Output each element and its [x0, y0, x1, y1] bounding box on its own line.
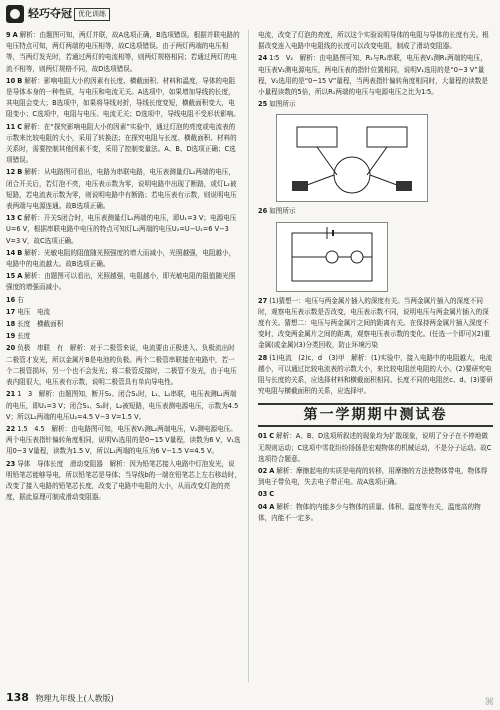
page-number: 138: [6, 691, 29, 704]
answer-item: [6, 389, 241, 423]
answer-text: 解析：物体的内能多少与物体的质量、体积、温度等有关，温度高的物体，内能不一定多。: [258, 502, 481, 522]
question-number: 11: [6, 122, 16, 131]
answer-text: 如图所示: [269, 100, 296, 109]
answer-text: 解析：A、B、D选项所叙述的现象均为扩散现象，说明了分子在不停地做无规则运动；C选项中雪花纷纷扬扬是宏观物体的机械运动，不是分子运动。故C选项符合题意。: [258, 432, 492, 463]
answers-continued: [258, 30, 493, 397]
question-number: 23: [6, 459, 16, 468]
question-number: 03: [258, 490, 268, 499]
question-number: 28: [258, 353, 268, 362]
question-number: 17: [6, 307, 16, 316]
question-number: 02: [258, 467, 268, 476]
answer-letter: A: [17, 272, 23, 281]
answer-text: 电压 电流: [17, 307, 51, 316]
answer-text: 解析：由题图可知，两灯并联，故A选项正确，B选项错误。根据并联电路的电压特点可知，两灯两端的电压相等，故C选项错误。由于两灯两端的电压相等，当两灯发光时，若通过两灯的电流相等，则两灯规格相同；若通过两灯的电流不相等，则两灯规格不同，故D选项错误。: [6, 31, 240, 73]
question-number: 10: [6, 76, 16, 85]
answer-item: [6, 30, 241, 75]
answer-item: [6, 248, 241, 270]
question-number: 13: [6, 214, 16, 223]
answer-item: [258, 431, 493, 465]
circuit-diagram-25: [276, 114, 428, 202]
answer-text: 解析：在“探究影响电阻大小的因素”实验中，通过灯泡的亮度或电流表的示数来比较电阻的大小，采用了转换法；在探究电阻与长度、横截面积、材料的关系时，需要控制其他因素不变，采用了控制变量法。A、B、D选项正确；C选项错误。: [6, 122, 237, 165]
answer-letter: C: [269, 432, 275, 441]
question-number: 24: [258, 54, 268, 63]
answer-text: 解析：摩擦起电的实质是电荷的转移，用摩擦的方法使物体带电，物体得到电子带负电，失去电子带正电。故A选项正确。: [258, 467, 488, 487]
answer-item: [6, 307, 241, 318]
answer-text: 1.5 4.5 解析：由电路图可知，电压表V₁测L₂两端电压，V₂测电源电压。两个电压表指针偏转角度相同，说明V₂选用的是0~15 V量程，读数为6 V，V₁选用0~3 V量程，读数为1.5 V，所以L₁两端的电压为6 V−1.5 V=4.5 V。: [6, 424, 241, 456]
answer-item: [258, 30, 493, 52]
answer-letter: A: [12, 31, 18, 39]
answer-text: 电流，改变了灯泡的亮度，所以这个实验说明导体的电阻与导体的长度有关。根据改变连入电路中电阻线的长度可以改变电阻，制成了滑动变阻器。: [258, 31, 489, 51]
question-number: 26: [258, 207, 268, 216]
answer-text: 导体 导体长度 滑动变阻器 解析：因为铅笔芯接入电路中灯泡发光，说明铅笔芯能够导电，所以铅笔芯是导体；当导线b的一端在铅笔芯上左右移动时，改变了接入电路的铅笔芯长度，改变了电路中电阻的大小，从而改变灯泡的亮度，据此原理可制成滑动变阻器。: [6, 459, 241, 502]
answer-text: 解析：影响电阻大小的因素有长度、横截面积、材料和温度，导体的电阻是导体本身的一种性质，与电压和电流无关。A选项中，如果增加导线的长度，其电阻会变大；B选项中，如果将导线对折，导线长度变短，横截面积变大，电阻变小；C选项中，电阻与电压、电流无关；D选项中，导线电阻不受形状影响。: [6, 76, 240, 119]
answer-item: [258, 99, 493, 110]
question-number: 27: [258, 296, 268, 305]
answer-text: 1∶5 V₂ 解析：由电路图可知，R₁与R₂串联，电压表V₁测R₁两端的电压，电压表V₂测电源电压，两电压表的指针位置相同，说明V₁选用的是“0~3 V”量程，V₂选用的是“0~15 V”量程，当两表指针偏转角度相同时，大量程的读数是小量程读数的5倍，所以R₁两端的电压与电源电压之比为1∶5。: [258, 54, 488, 97]
answer-letter: B: [17, 76, 23, 85]
answer-text: 长度: [17, 332, 31, 341]
answer-item: [258, 53, 493, 98]
answer-item: [6, 331, 241, 342]
question-number: 18: [6, 320, 16, 329]
answer-letter: C: [17, 214, 23, 223]
answer-text: 解析：从电路图可看出，电路为串联电路，电压表测量灯L₁两端的电压，闭合开关后，若灯泡不亮，电压表示数为零，说明电路中出现了断路，或灯L₁被短路，若电流表示数为零，则说明电路中有断路；若电压表有示数，则说明电压表两端与电源连通。故B选项正确。: [6, 168, 237, 211]
page-footer: [6, 690, 494, 706]
brand-logo-icon: [6, 5, 24, 23]
answer-item: [258, 466, 493, 488]
answer-text: 负极 串联 有 解析：对于二极管来说，电流要由正极进入、负极流出时二极管才发光，所以金属片B是电池的负极。两个二极管串联接在电路中，若一个二极管损坏，另一个也不会发光；将二极管反接时，二极管不发光，由于电压表内阻很大，电压表有示数，说明二极管具有单向导电性。: [6, 344, 237, 387]
answer-item: [6, 424, 241, 458]
question-number: 04: [258, 502, 268, 511]
question-number: 22: [6, 424, 16, 433]
brand-name: 轻巧夺冠: [28, 7, 72, 20]
answer-letter: A: [269, 467, 275, 476]
answer-item: [258, 489, 493, 500]
brand-tag: 优化训练: [74, 8, 110, 21]
answer-text: 1 3 解析：由题图知，断开S₂、闭合S₁时，L₁、L₂串联，电压表测L₁两端的电压，即U₁=3 V；闭合S₁、S₂时，L₂被短路，电压表测电源电压，示数为4.5 V；所以L₂两端的电压U₂=4.5 V−3 V=1.5 V。: [6, 390, 239, 421]
answer-item: [6, 122, 241, 167]
answer-item: [6, 343, 241, 388]
exam-title: 第一学期期中测试卷: [258, 403, 493, 427]
answer-item: [6, 213, 241, 247]
answer-text: 如图所示: [269, 207, 296, 216]
left-column: [6, 30, 241, 504]
question-number: 20: [6, 344, 16, 353]
answer-item: [6, 167, 241, 212]
answer-text: 解析：开关S闭合时，电压表测量灯L₁两端的电压，即U₁=3 V；电源电压U=6 V，根据串联电路中电压的特点可知灯L₂两端的电压U₂=U−U₁=6 V−3 V=3 V，故C选项正确。: [6, 214, 237, 245]
question-number: 12: [6, 168, 16, 177]
question-number: 9: [6, 31, 11, 39]
page-header: [6, 4, 494, 26]
answer-letter: B: [17, 248, 23, 257]
question-number: 16: [6, 295, 16, 304]
exam-answers: [258, 431, 493, 524]
answer-text: 解析：由题图可以看出，光照越强，电阻越小，即光敏电阻的阻值随光照强度的增强而减小。: [6, 272, 236, 292]
column-divider: [248, 30, 249, 682]
answer-item: [258, 206, 493, 217]
circuit-diagram-26: [276, 222, 388, 292]
question-number: 21: [6, 390, 16, 399]
question-number: 25: [258, 100, 268, 109]
answer-text: 解析：光敏电阻的阻值随光照强度的增大而减小，光照越强，电阻越小，电路中的电流越大。故B选项正确。: [6, 248, 236, 269]
question-number: 14: [6, 248, 16, 257]
answer-text: 长度 横截面积: [17, 320, 64, 329]
answer-letter: B: [17, 168, 23, 177]
answer-item: [6, 459, 241, 504]
question-number: 19: [6, 332, 16, 341]
right-column: [258, 30, 493, 525]
answer-letter: A: [269, 502, 275, 511]
answer-item: [258, 296, 493, 352]
answer-text: (1)猜想一：电压与两金属片插入的深度有关。当两金属片插入的深度不同时，观察电压表示数是否改变，电压表示数不同，说明电压与两金属片插入的深度有关。猜想二：电压与两金属片之间的距离有关。在保持两金属片插入深度不变时，改变两金属片之间的距离，观察电压表示数的变化。(任选一个即可)(2)重金属(或金属)(3)分类回收，防止环境污染: [258, 296, 491, 350]
answer-item: [6, 76, 241, 121]
answer-text: 右: [17, 295, 24, 304]
answer-text: (1)电流 (2)c、d (3)甲 解析：(1)实验中，接入电路中的电阻越大，电流越小，可以通过比较电流表的示数大小，来比较电阻丝电阻的大小。(2)要研究电阻与长度的关系，应选择材料和横截面积相同、长度不同的电阻丝c、d。(3)要研究电阻与横截面积的关系，应选择甲。: [258, 353, 493, 396]
answer-item: [6, 271, 241, 293]
answer-letter: C: [269, 490, 275, 499]
answer-item: [6, 319, 241, 330]
page-subject: 物理九年级上(人教版): [35, 694, 114, 703]
answer-item: [6, 295, 241, 306]
answer-item: [258, 353, 493, 398]
watermark-icon: ⌘: [484, 697, 494, 708]
question-number: 15: [6, 272, 16, 281]
answer-letter: C: [17, 122, 23, 131]
question-number: 01: [258, 432, 268, 441]
answer-item: [258, 502, 493, 524]
